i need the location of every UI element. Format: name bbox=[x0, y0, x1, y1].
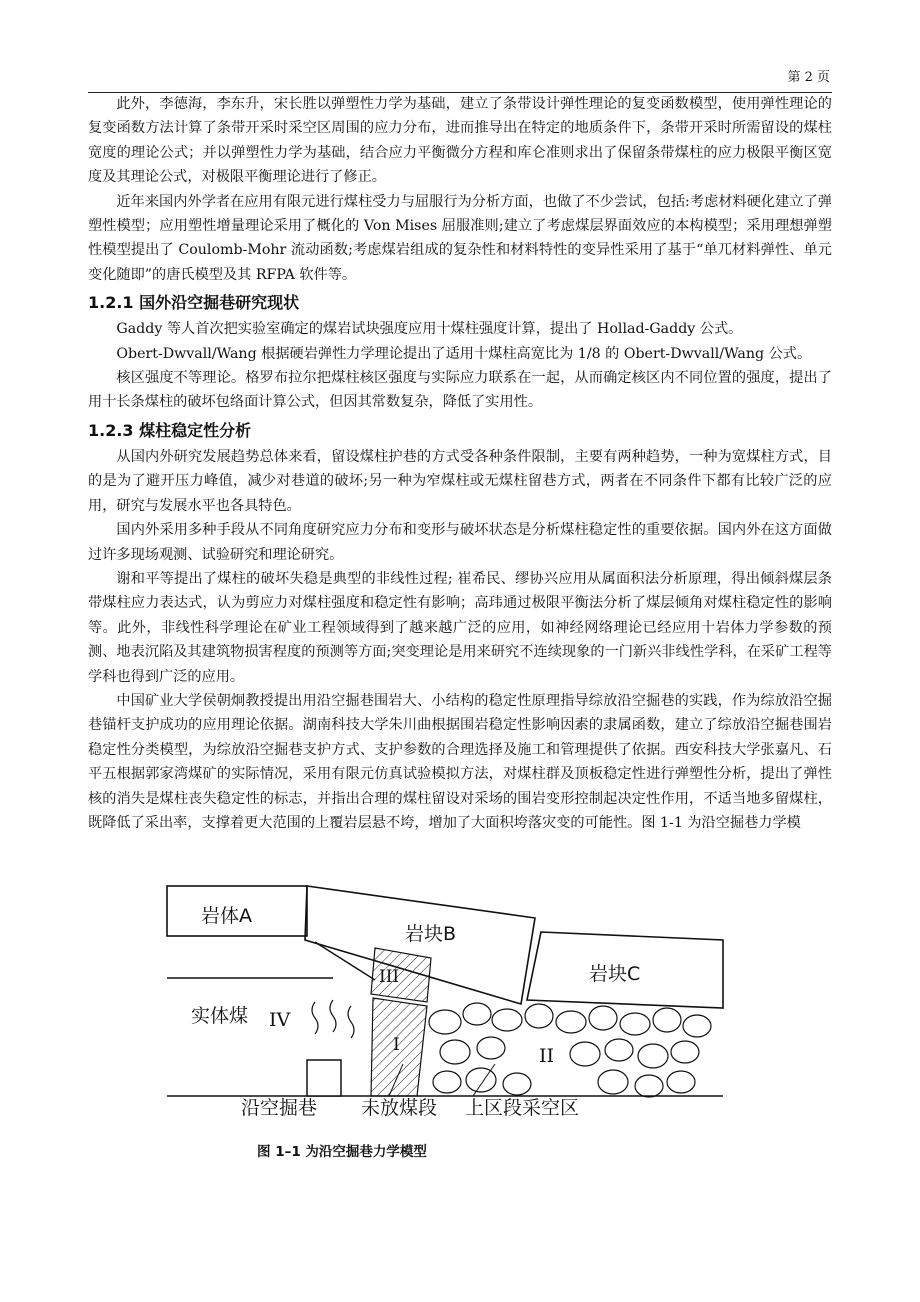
label-solid-coal: 实体煤 bbox=[191, 1005, 249, 1027]
label-goaf: 上区段采空区 bbox=[465, 1097, 580, 1119]
paragraph: 中国矿业大学侯朝炯教授提出用沿空掘巷围岩大、小结构的稳定性原理指导综放沿空掘巷的实践，作为综放沿空掘巷锚杆支护成功的应用理论依据。湖南科技大学朱川曲根据围岩稳定性影响因素的隶属函数，建立了综放沿空掘巷围岩稳定性分类模型，为综放沿空掘巷支护方式、支护参数的合理选择及施工和管理提供了依据。西安科技大学张嘉凡、石平五根据郭家湾煤矿的实际情况，采用有限元仿真试验模拟方法，对煤柱群及顶板稳定性进行弹塑性分析，提出了弹性核的消失是煤柱丧失稳定性的标志，并指出合理的煤柱留设对采场的围岩变形控制起决定性作用，不适当地多留煤柱，既降低了采出率，支撑着更大范围的上覆岩层悬不垮，增加了大面积垮落灾变的可能性。图 1-1 为沿空掘巷力学模 bbox=[88, 692, 832, 831]
paragraph: 此外，李德海，李东升，宋长胜以弹塑性力学为基础，建立了条带设计弹性理论的复变函数模型，使用弹性理论的复变函数方法计算了条带开采时采空区周围的应力分布，进而推导出在特定的地质条件下，条带开采时所需留设的煤柱宽度的理论公式；并以弹塑性力学为基础，结合应力平衡微分方程和库仑准则求出了保留条带煤柱的应力极限平衡区宽度及其理论公式，对极限平衡理论进行了修正。 bbox=[88, 96, 832, 186]
label-zone-i: I bbox=[393, 1035, 400, 1055]
roadway-box bbox=[307, 1060, 341, 1096]
document-body bbox=[88, 92, 832, 835]
goaf-rubble bbox=[429, 1003, 711, 1097]
paragraph: Gaddy 等人首次把实验室确定的煤岩试块强度应用十煤柱强度计算，提出了 Hollad-Gaddy 公式。 bbox=[116, 321, 743, 338]
paragraph: 国内外采用多种手段从不同角度研究应力分布和变形与破坏状态是分析煤柱稳定性的重要依据。国内外在这方面做过许多现场观测、试验研究和理论研究。 bbox=[88, 522, 832, 563]
page-header bbox=[88, 56, 832, 93]
page-number: 第 2 页 bbox=[787, 70, 830, 85]
label-rock-a: 岩体A bbox=[201, 905, 252, 927]
figure-caption: 图 1–1 为沿空掘巷力学模型 bbox=[257, 1144, 427, 1160]
paragraph: Obert-Dwvall/Wang 根据硬岩弹性力学理论提出了适用十煤柱高宽比为 1/8 的 Obert-Dwvall/Wang 公式。 bbox=[116, 345, 812, 362]
section-heading-1-2-1: 1.2.1 国外沿空掘巷研究现状 bbox=[88, 293, 300, 313]
paragraph: 谢和平等提出了煤柱的破坏失稳是典型的非线性过程; 崔希民、缪协兴应用从属面积法分析原理，得出倾斜煤层条带煤柱应力表达式，认为剪应力对煤柱强度和稳定性有影响；高玮通过极限平衡法分析了煤层倾角对煤柱稳定性的影响等。此外，非线性科学理论在矿业工程领域得到了越来越广泛的应用，如神经网络理论已经应用十岩体力学参数的预测、地表沉陷及其建筑物损害程度的预测等方面;突变理论是用来研究不连续现象的一门新兴非线性学科，在采矿工程等学科也得到广泛的应用。 bbox=[88, 570, 832, 685]
mechanical-model-diagram bbox=[165, 882, 725, 1120]
label-zone-ii: II bbox=[539, 1045, 555, 1067]
label-roadway: 沿空掘巷 bbox=[241, 1097, 318, 1119]
label-unmined-coal: 未放煤段 bbox=[361, 1097, 438, 1119]
label-zone-iii: III bbox=[379, 967, 400, 987]
label-zone-iv: IV bbox=[269, 1009, 291, 1031]
label-block-c: 岩块C bbox=[589, 963, 641, 985]
figure-mechanical-model bbox=[165, 882, 725, 1120]
paragraph: 核区强度不等理论。格罗布拉尔把煤柱核区强度与实际应力联系在一起，从而确定核区内不同位置的强度，提出了用十长条煤柱的破坏包络面计算公式，但因其常数复杂，降低了实用性。 bbox=[88, 370, 832, 411]
paragraph: 近年来国内外学者在应用有限元进行煤柱受力与屈服行为分析方面，也做了不少尝试，包括:考虑材料硬化建立了弹塑性模型；应用塑性增量理论采用了概化的 Von Mises 屈服准则;建立了考虑煤层界面效应的本构模型；采用理想弹塑性模型提出了 Coulomb-Mohr 流动函数;考虑煤岩组成的复杂性和材料特性的变异性采用了基于“单兀材料弹性、单元变化随即”的唐氏模型及其 RFPA 软件等。 bbox=[88, 193, 832, 283]
label-block-b: 岩块B bbox=[405, 923, 457, 945]
section-heading-1-2-3: 1.2.3 煤柱稳定性分析 bbox=[88, 420, 252, 440]
paragraph: 从国内外研究发展趋势总体来看，留设煤柱护巷的方式受各种条件限制，主要有两种趋势，一种为宽煤柱方式，目的是为了避开压力峰值，减少对巷道的破坏;另一种为窄煤柱或无煤柱留巷方式，两者在不同条件下都有比较广泛的应用，研究与发展水平也各具特色。 bbox=[88, 448, 832, 514]
